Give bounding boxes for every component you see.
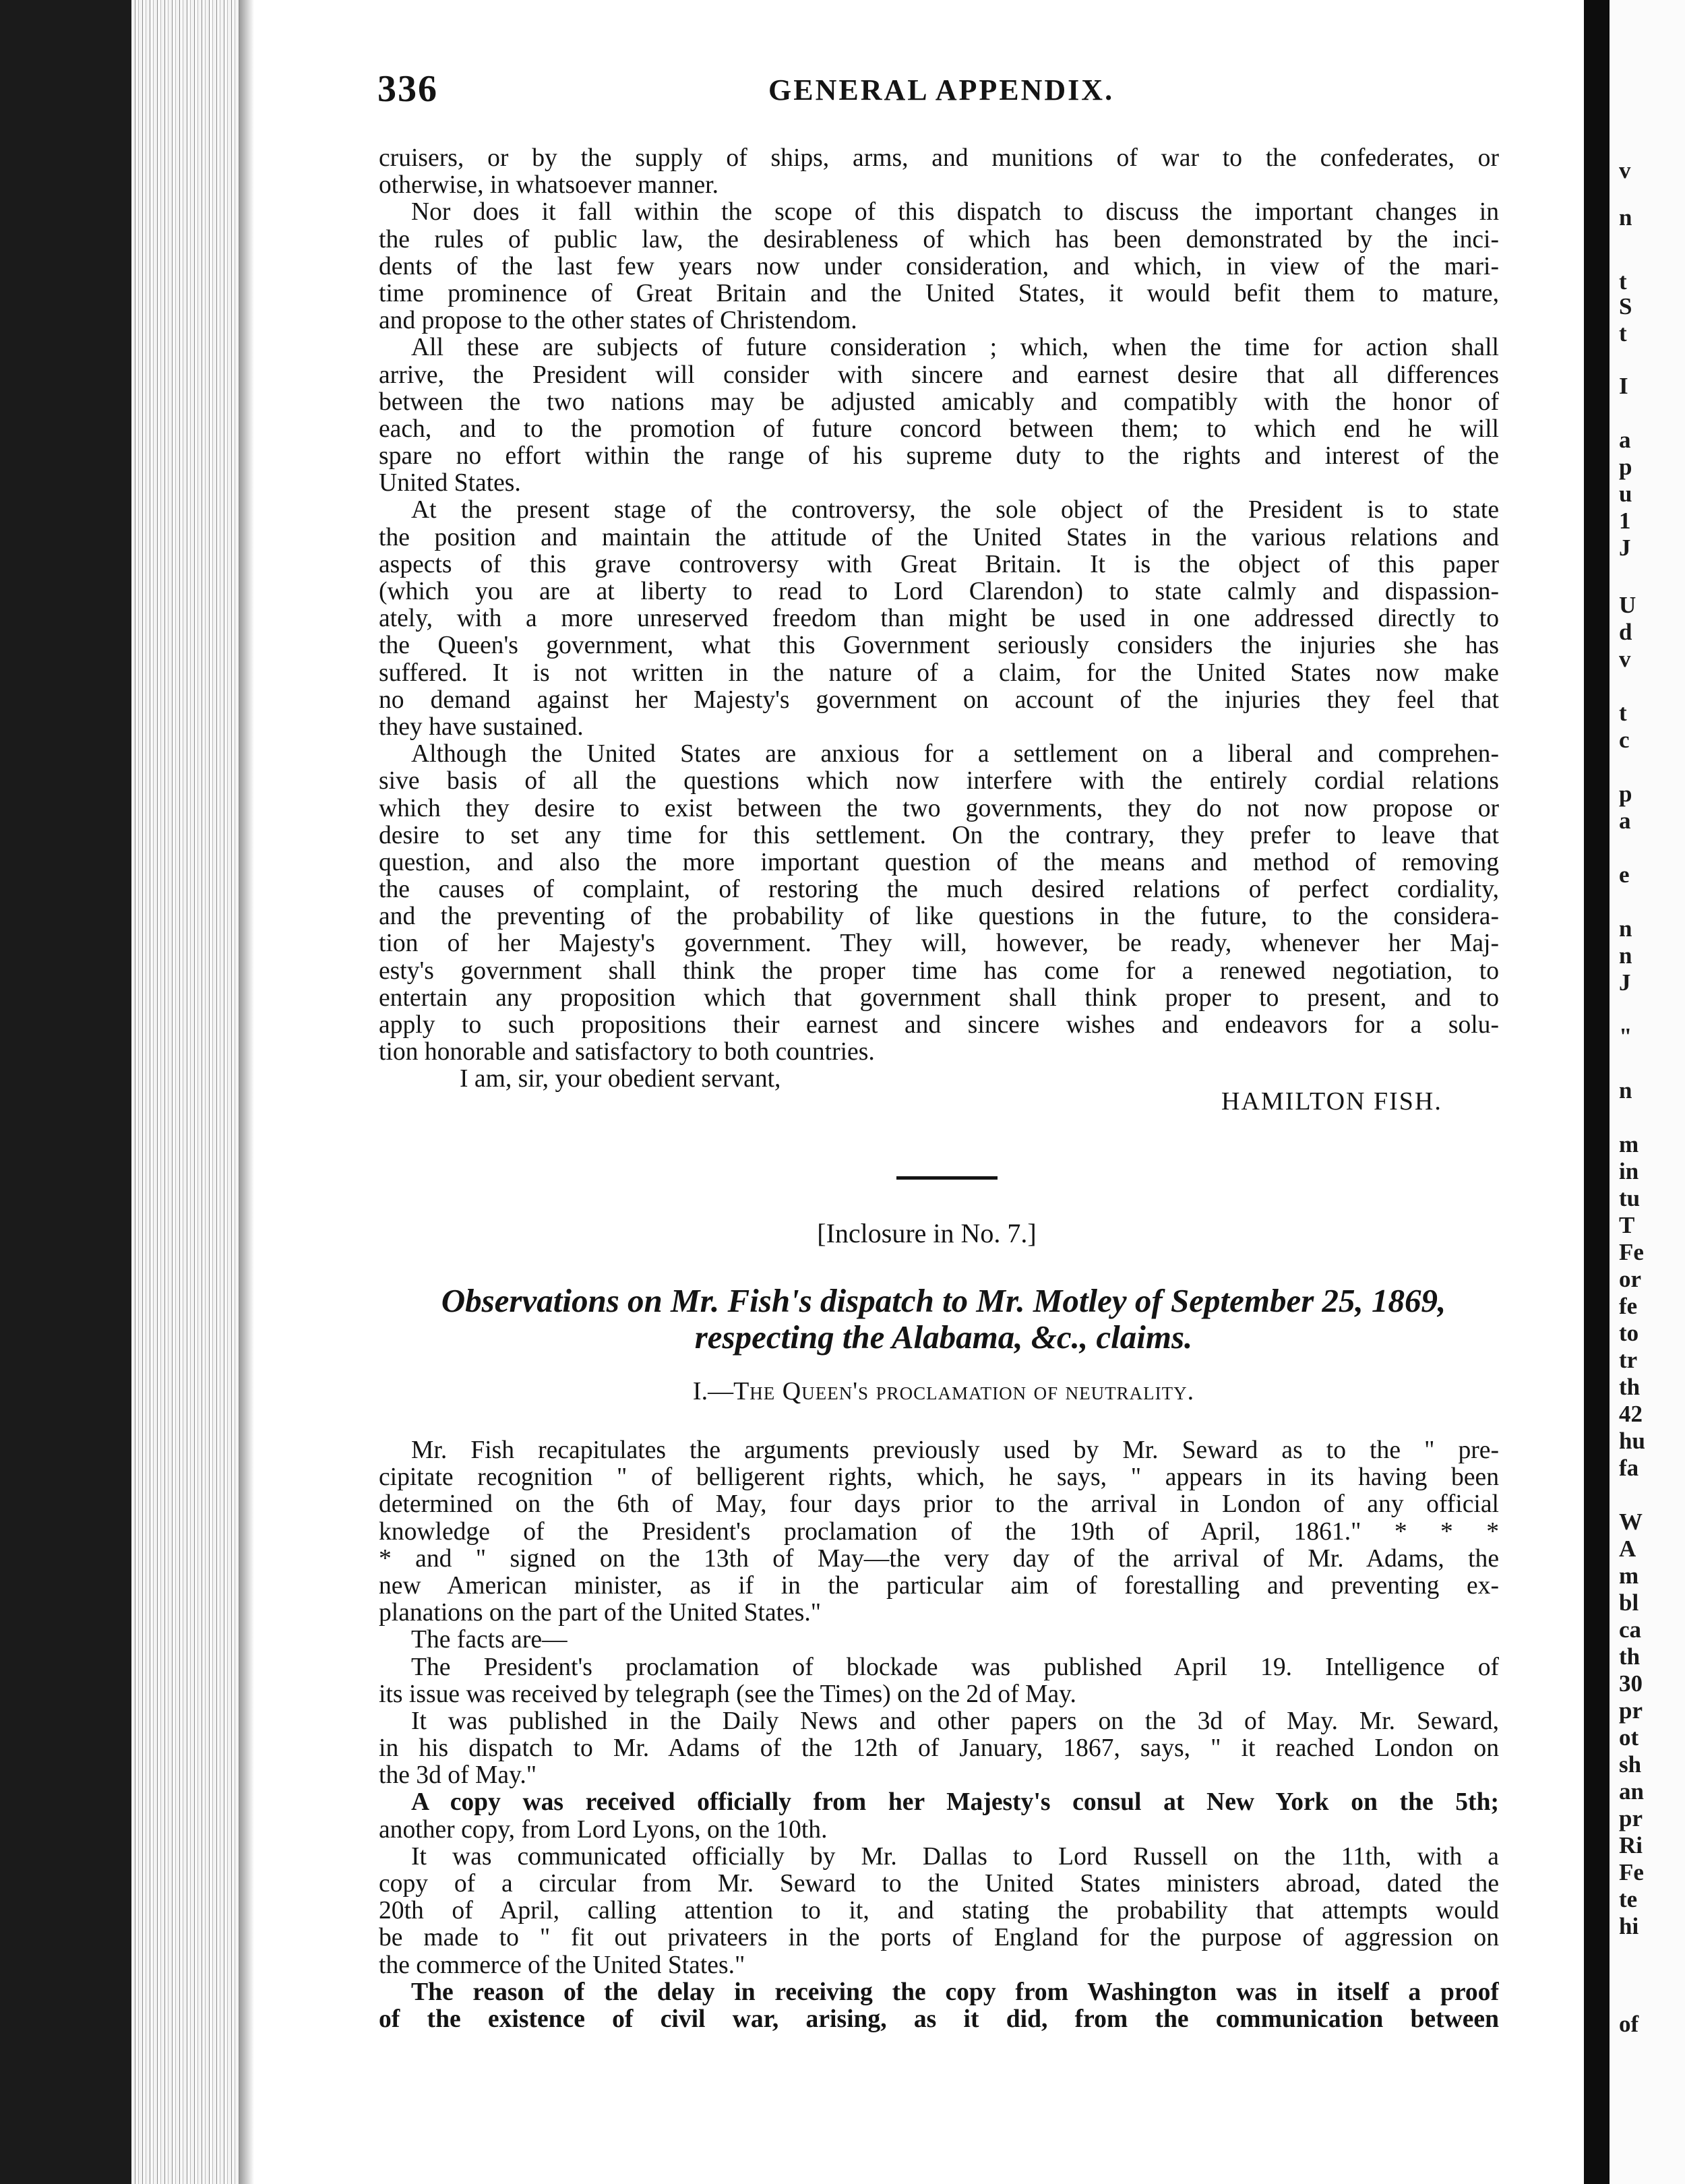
text-line: which they desire to exist between the two governments, they do not now propose or xyxy=(379,795,1499,822)
text-line: tion of her Majesty's government. They will, however, be ready, whenever her Maj- xyxy=(379,930,1499,958)
text-line: they have sustained. xyxy=(379,713,584,741)
facing-page-text: J xyxy=(1619,535,1631,561)
text-line: * and " signed on the 13th of May—the very day of the arrival of Mr. Adams, the xyxy=(379,1545,1499,1573)
facing-page-text: I xyxy=(1619,373,1628,399)
facing-page-text: m xyxy=(1619,1563,1639,1589)
text-line: 20th of April, calling attention to it, and stating the probability that attempts would xyxy=(379,1898,1499,1925)
text-line: otherwise, in whatsoever manner. xyxy=(379,172,719,200)
text-line: (which you are at liberty to read to Lord Clarendon) to state calmly and dispassion- xyxy=(379,578,1499,605)
facing-page-text: t xyxy=(1619,700,1627,726)
text-line: the rules of public law, the desirableness of which has been demonstrated by the inci- xyxy=(379,226,1499,253)
text-line: planations on the part of the United States." xyxy=(379,1600,822,1627)
text-line: aspects of this grave controversy with Great Britain. It is the object of this paper xyxy=(379,551,1499,578)
facing-page-text: W xyxy=(1619,1509,1643,1535)
facing-page-text: 42 xyxy=(1619,1401,1643,1427)
facing-page-text: S xyxy=(1619,293,1632,320)
facing-page-text: to xyxy=(1619,1320,1639,1346)
text-line: suffered. It is not written in the nature of a claim, for the United States now make xyxy=(379,659,1499,687)
facing-page-text: ot xyxy=(1619,1724,1639,1751)
text-line: copy of a circular from Mr. Seward to the United States ministers abroad, dated the xyxy=(379,1871,1499,1898)
facing-page-text: pr xyxy=(1619,1805,1643,1831)
section-heading xyxy=(377,1376,1510,1406)
section-numeral: I.— xyxy=(692,1377,734,1405)
text-line: Nor does it fall within the scope of this dispatch to discuss the important changes in xyxy=(411,199,1499,226)
facing-page-text: v xyxy=(1619,646,1631,672)
facing-page-text: of xyxy=(1619,2011,1639,2037)
text-line: knowledge of the President's proclamation of the 19th of April, 1861." * * * xyxy=(379,1518,1499,1546)
text-line: its issue was received by telegraph (see the Times) on the 2d of May. xyxy=(379,1680,1076,1708)
facing-page-text: pr xyxy=(1619,1697,1643,1724)
facing-page-text: m xyxy=(1619,1131,1639,1157)
text-line: entertain any proposition which that government shall think proper to present, and to xyxy=(379,984,1499,1012)
page-edge-stack xyxy=(131,0,239,2184)
text-line: desire to set any time for this settlement. On the contrary, they prefer to leave that xyxy=(379,822,1499,849)
page-number: 336 xyxy=(377,68,438,110)
facing-page-text: p xyxy=(1619,781,1632,807)
facing-page-text: a xyxy=(1619,427,1631,453)
facing-page-text: J xyxy=(1619,969,1631,996)
running-title: GENERAL APPENDIX. xyxy=(768,73,1115,107)
inclosure-label: [Inclosure in No. 7.] xyxy=(817,1218,1037,1248)
facing-page-text: n xyxy=(1619,204,1632,231)
letter-body xyxy=(379,145,1499,1093)
facing-page-text: U xyxy=(1619,592,1636,618)
facing-page-text: or xyxy=(1619,1266,1642,1292)
text-line: the causes of complaint, of restoring the much desired relations of perfect cordiality, xyxy=(379,876,1499,904)
text-line: the position and maintain the attitude of the United States in the various relations and xyxy=(379,524,1499,551)
facing-page-text: v xyxy=(1619,157,1631,183)
facing-page-text: n xyxy=(1619,942,1632,969)
document-title xyxy=(377,1283,1510,1356)
text-line: dents of the last few years now under consideration, and which, in view of the mari- xyxy=(379,253,1499,280)
text-line: in his dispatch to Mr. Adams of the 12th of January, 1867, says, " it reached London on xyxy=(379,1735,1499,1763)
text-line: It was communicated officially by Mr. Dallas to Lord Russell on the 11th, with a xyxy=(411,1843,1499,1871)
facing-page-text: an xyxy=(1619,1778,1644,1804)
text-line: United States. xyxy=(379,470,521,497)
text-line: cruisers, or by the supply of ships, arms, and munitions of war to the confederates, or xyxy=(379,145,1499,172)
section-divider xyxy=(896,1176,998,1180)
text-line: spare no effort within the range of his supreme duty to the rights and interest of the xyxy=(379,443,1499,471)
facing-page-text: tr xyxy=(1619,1347,1638,1373)
text-line: the commerce of the United States." xyxy=(379,1951,745,1979)
facing-page-text: n xyxy=(1619,915,1632,942)
facing-page-fragment xyxy=(1610,0,1685,2184)
page-edge-shadow xyxy=(239,0,254,2184)
book-gutter xyxy=(1584,0,1610,2184)
facing-page-text: e xyxy=(1619,861,1630,888)
text-line: each, and to the promotion of future concord between them; to which end he will xyxy=(379,415,1499,443)
text-line: A copy was received officially from her Majesty's consul at New York on the 5th; xyxy=(411,1789,1499,1817)
text-line: no demand against her Majesty's government on account of the injuries they feel that xyxy=(379,686,1499,714)
text-line: the Queen's government, what this Government seriously considers the injuries she has xyxy=(379,632,1499,660)
facing-page-text: p xyxy=(1619,454,1632,480)
facing-page-text: fa xyxy=(1619,1455,1639,1481)
facing-page-text: in xyxy=(1619,1158,1639,1184)
facing-page-text: sh xyxy=(1619,1751,1642,1778)
facing-page-text: te xyxy=(1619,1886,1638,1912)
facing-page-text: a xyxy=(1619,808,1631,834)
text-line: another copy, from Lord Lyons, on the 10th. xyxy=(379,1816,828,1844)
title-line: respecting the Alabama, &c., claims. xyxy=(694,1318,1193,1356)
facing-page-text: bl xyxy=(1619,1589,1639,1616)
text-line: be made to " fit out privateers in the ports of England for the purpose of aggression on xyxy=(379,1924,1499,1952)
facing-page-text: th xyxy=(1619,1643,1641,1670)
text-line: ately, with a more unreserved freedom than might be used in one addressed directly to xyxy=(379,605,1499,633)
facing-page-text: hu xyxy=(1619,1428,1645,1454)
text-line: At the present stage of the controversy, the sole object of the President is to state xyxy=(411,497,1499,524)
text-line: cipitate recognition " of belligerent rights, which, he says, " appears in its having been xyxy=(379,1464,1499,1492)
text-line: apply to such propositions their earnest and sincere wishes and endeavors for a solu- xyxy=(379,1012,1499,1039)
facing-page-text: ca xyxy=(1619,1616,1642,1643)
text-line: esty's government shall think the proper time has come for a renewed negotiation, to xyxy=(379,957,1499,985)
text-line: The reason of the delay in receiving the copy from Washington was in itself a proof xyxy=(411,1978,1499,2006)
facing-page-text: A xyxy=(1619,1536,1636,1562)
facing-page-text: Ri xyxy=(1619,1832,1643,1858)
text-line: tion honorable and satisfactory to both countries. xyxy=(379,1039,875,1066)
text-line: Although the United States are anxious for a settlement on a liberal and comprehen- xyxy=(411,741,1499,768)
facing-page-text: 1 xyxy=(1619,508,1631,534)
closing-line: I am, sir, your obedient servant, xyxy=(460,1066,781,1093)
text-line: The facts are— xyxy=(411,1627,568,1654)
text-line: question, and also the more important question of the means and method of removing xyxy=(379,849,1499,876)
text-line: arrive, the President will consider with sincere and earnest desire that all differences xyxy=(379,361,1499,389)
facing-page-text: d xyxy=(1619,619,1632,645)
text-line: and the preventing of the probability of like questions in the future, to the considera- xyxy=(379,903,1499,931)
observations-body xyxy=(379,1437,1499,2033)
facing-page-text: Fe xyxy=(1619,1239,1644,1265)
facing-page-text: Fe xyxy=(1619,1859,1644,1885)
text-line: All these are subjects of future consideration ; which, when the time for action shall xyxy=(411,334,1499,362)
facing-page-text: u xyxy=(1619,481,1632,507)
text-line: and propose to the other states of Christendom. xyxy=(379,307,857,335)
facing-page-text: T xyxy=(1619,1212,1635,1238)
facing-page-text: t xyxy=(1619,268,1627,295)
signature: HAMILTON FISH. xyxy=(1221,1087,1442,1116)
facing-page-text: fe xyxy=(1619,1293,1638,1319)
facing-page-text: c xyxy=(1619,727,1630,753)
text-line: the 3d of May." xyxy=(379,1762,537,1790)
text-line: The President's proclamation of blockade was published April 19. Intelligence of xyxy=(411,1654,1499,1681)
facing-page-text: t xyxy=(1619,320,1627,346)
title-line: Observations on Mr. Fish's dispatch to Mr. Motley of September 25, 1869, xyxy=(441,1282,1446,1319)
text-line: determined on the 6th of May, four days prior to the arrival in London of any official xyxy=(379,1491,1499,1519)
facing-page-text: tu xyxy=(1619,1185,1641,1211)
text-line: Mr. Fish recapitulates the arguments previously used by Mr. Seward as to the " pre- xyxy=(411,1437,1499,1464)
facing-page-text: th xyxy=(1619,1374,1641,1400)
text-line: between the two nations may be adjusted amicably and compatibly with the honor of xyxy=(379,388,1499,416)
facing-page-text: " xyxy=(1619,1023,1632,1050)
text-line: It was published in the Daily News and other papers on the 3d of May. Mr. Seward, xyxy=(411,1707,1499,1735)
facing-page-text: 30 xyxy=(1619,1670,1643,1697)
facing-page-text: n xyxy=(1619,1077,1632,1103)
text-line: sive basis of all the questions which now interfere with the entirely cordial relations xyxy=(379,768,1499,795)
binding-shadow xyxy=(0,0,131,2184)
section-title: The Queen's proclamation of neutrality. xyxy=(733,1377,1195,1405)
text-line: of the existence of civil war, arising, as it did, from the communication between xyxy=(379,2005,1499,2033)
text-line: time prominence of Great Britain and the United States, it would befit them to mature, xyxy=(379,280,1499,307)
text-line: new American minister, as if in the particular aim of forestalling and preventing ex- xyxy=(379,1572,1499,1600)
facing-page-text: hi xyxy=(1619,1913,1639,1939)
